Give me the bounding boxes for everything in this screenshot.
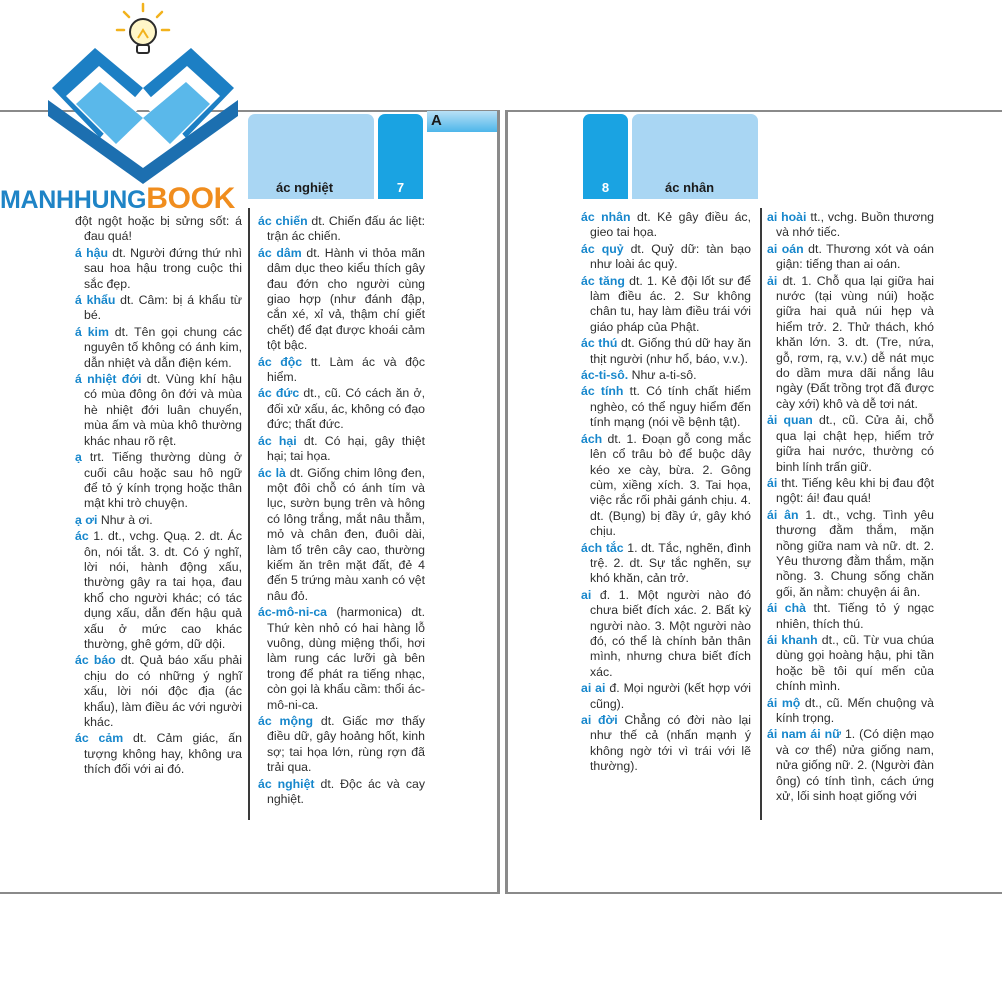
dictionary-entry bbox=[75, 450, 242, 512]
entry-definition: dt. Hành vi thỏa mãn dâm dục theo kiểu thích gây đau đớn cho người cùng giao hợp (như đánh đập, cắn xé, xỉ vả, thậm chí giết chết) để đạt được khoái cảm tột bậc. bbox=[267, 245, 425, 353]
dictionary-entry bbox=[258, 714, 425, 776]
dictionary-entry bbox=[258, 777, 425, 808]
entry-headword: ác độc bbox=[258, 354, 303, 369]
entry-definition: dt. 1. Đoạn gỗ cong mắc lên cổ trâu bò để buộc dây kéo xe cày, bừa. 2. Gông cùm, xiềng xích. 3. Tai họa, việc rắc rối phải gánh chịu. 4. dt. (Bụng) bị đầy ứ, gây khó chịu. bbox=[590, 431, 751, 539]
entry-definition: dt., cũ. Có cách ăn ở, đối xử xấu, ác, không có đạo đức; thất đức. bbox=[267, 386, 425, 432]
entry-definition: dt. 1. Kẻ đội lốt sư để làm điều ác. 2. Sư không chân tu, hay làm điều trái với giáo pháp của Phật. bbox=[590, 273, 751, 334]
entry-definition: đ. 1. Một người nào đó chưa biết đích xác. 2. Bất kỳ người nào. 3. Một người nào đó, có thể là chính bản thân mình, nhưng chưa biết đích xác. bbox=[590, 587, 751, 679]
entry-headword: ác quỷ bbox=[581, 241, 624, 256]
entry-definition: dt., cũ. Cửa ải, chỗ qua lại chật hẹp, hiểm trở giữa hai nước, thường có binh lính trấn giữ. bbox=[776, 413, 935, 474]
dictionary-entry bbox=[581, 336, 751, 367]
left-column-2 bbox=[258, 214, 425, 808]
entry-headword: ác nghiệt bbox=[258, 776, 315, 791]
dictionary-entry bbox=[767, 242, 934, 273]
entry-definition: dt. Quả báo xấu phải chịu do có những ý nghĩ xấu, lời nói độc địa (ác khẩu), làm điều ác với người khác. bbox=[84, 653, 242, 729]
dictionary-entry bbox=[75, 529, 242, 652]
entry-definition: dt. Câm: bị á khẩu từ bé. bbox=[84, 293, 242, 323]
entry-headword: ái nam ái nữ bbox=[767, 727, 842, 742]
dictionary-entry bbox=[767, 633, 934, 695]
entry-headword: ác bbox=[75, 529, 89, 544]
left-header-title: ác nghiệt bbox=[276, 180, 334, 195]
dictionary-entry bbox=[767, 210, 934, 241]
entry-headword: ác dâm bbox=[258, 245, 302, 260]
left-page bbox=[0, 110, 500, 894]
entry-definition: tht. Tiếng tỏ ý ngạc nhiên, thích thú. bbox=[776, 601, 934, 631]
brand-suffix: BOOK bbox=[146, 182, 236, 215]
dictionary-entry bbox=[767, 601, 934, 632]
dictionary-entry bbox=[75, 731, 242, 777]
dictionary-entry bbox=[767, 696, 934, 727]
entry-headword: ái chà bbox=[767, 601, 806, 616]
entry-headword: á khẩu bbox=[75, 293, 116, 308]
lightbulb-icon bbox=[117, 4, 169, 53]
letter-index-tab bbox=[427, 111, 497, 132]
entry-definition: tt. Có tính chất hiểm nghèo, có thể nguy hiểm đến tính mạng (nói về bệnh tật). bbox=[590, 384, 751, 430]
dictionary-entry bbox=[75, 372, 242, 449]
column-divider bbox=[760, 208, 762, 820]
dictionary-entry bbox=[75, 246, 242, 292]
dictionary-entry bbox=[581, 384, 751, 430]
entry-headword: ác mộng bbox=[258, 714, 314, 728]
entry-definition: (harmonica) dt. Thứ kèn nhỏ có hai hàng lỗ vuông, dùng miệng thổi, hơi làm rung các lưỡi gà bên trong để phát ra tiếng nhạc, còn gọi là khẩu cầm: thổi ác-mô-ni-ca. bbox=[267, 605, 425, 712]
right-column-2 bbox=[767, 210, 934, 805]
open-book-icon bbox=[48, 48, 238, 184]
entry-headword: ác tính bbox=[581, 384, 624, 399]
dictionary-entry bbox=[767, 413, 934, 475]
entry-headword: ạ bbox=[75, 450, 82, 465]
entry-headword: ác-mô-ni-ca bbox=[258, 605, 328, 620]
entry-headword: ái khanh bbox=[767, 632, 818, 647]
entry-headword: ác chiến bbox=[258, 214, 308, 228]
dictionary-entry bbox=[581, 368, 751, 383]
entry-headword: ạ ơi bbox=[75, 512, 98, 527]
entry-headword: ải bbox=[767, 273, 778, 288]
dictionary-entry bbox=[75, 653, 242, 730]
entry-definition: đ. Mọi người (kết hợp với cũng). bbox=[590, 681, 751, 711]
entry-definition: tt., vchg. Buồn thương và nhớ tiếc. bbox=[776, 210, 935, 240]
dictionary-entry bbox=[767, 274, 934, 413]
entry-definition: dt., cũ. Từ vua chúa dùng gọi hoàng hậu, phi tần hoặc bề tôi quí mến của chính mình. bbox=[776, 632, 934, 694]
left-column-1 bbox=[75, 214, 242, 779]
dictionary-entry bbox=[581, 588, 751, 680]
dictionary-entry bbox=[581, 432, 751, 540]
entry-headword: ác tăng bbox=[581, 273, 625, 288]
entry-headword: ai bbox=[581, 587, 592, 602]
entry-headword: ác cảm bbox=[75, 731, 124, 746]
dictionary-entry bbox=[75, 513, 242, 528]
entry-definition: dt., cũ. Mến chuộng và kính trọng. bbox=[776, 695, 934, 725]
entry-definition: tt. Làm ác và độc hiểm. bbox=[267, 354, 425, 385]
entry-headword: ai đời bbox=[581, 713, 618, 727]
entry-definition: dt. Người đứng thứ nhì sau hoa hậu trong cuộc thi sắc đẹp. bbox=[84, 245, 242, 291]
entry-definition: dt. Cảm giác, ấn tượng không hay, không ưa thích đối với ai đó. bbox=[84, 731, 242, 777]
right-column-1 bbox=[581, 210, 751, 776]
entry-headword: ái bbox=[767, 475, 778, 490]
dictionary-entry bbox=[767, 727, 934, 804]
entry-headword: ác thú bbox=[581, 336, 618, 351]
entry-definition: dt. Giống chim lông đen, một đôi chỗ có ánh tím và lục, sườn bụng trên và hông có lông trắng, mắt nâu thẫm, mỏ và chân đen, đuôi dài, làm tổ trên cây cao, thường kiếm ăn trên mặt đất, đẻ 4 đến 5 trứng màu xanh có vệt nâu đỏ. bbox=[267, 465, 425, 603]
entry-definition: dt. Quỷ dữ: tàn bạo như loài ác quỷ. bbox=[590, 241, 751, 272]
entry-definition: tht. Tiếng kêu khi bị đau đột ngột: ái! đau quá! bbox=[776, 475, 934, 506]
dictionary-entry bbox=[75, 293, 242, 324]
entry-definition: dt. Giấc mơ thấy điều dữ, gây hoảng hốt, kinh sợ; tai họa lớn, rùng rợn đã trải qua. bbox=[267, 714, 425, 775]
entry-definition: dt. Vùng khí hậu có mùa đông ôn đới và mùa hè nhiệt đới luân chuyển, mùa ấm và mùa khô thường khác nhau rõ rệt. bbox=[84, 372, 242, 448]
dictionary-entry bbox=[581, 274, 751, 336]
entry-definition: dt. Độc ác và cay nghiệt. bbox=[267, 776, 425, 807]
entry-definition: 1. dt. Tắc, nghẽn, đình trệ. 2. dt. Sự tắc nghẽn, sự khó khăn, cản trở. bbox=[590, 540, 751, 586]
dictionary-entry bbox=[581, 210, 751, 241]
entry-definition: dt. Có hại, gây thiệt hại; tai họa. bbox=[267, 433, 425, 464]
entry-definition: dt. Kẻ gây điều ác, gieo tai họa. bbox=[590, 210, 751, 240]
entry-definition: dt. 1. Chỗ qua lại giữa hai nước (tại vùng núi) hoặc giữa hai quả núi hẹp và hiểm trở. 2. Thử thách, khó khăn lớn. 3. dt. (Tre, nứa, gỗ, rơm, rạ, v.v.) dễ nát mục do dầm mưa dãi nắng lâu ngày (Đất trồng trọt đã được cày xới) khô và dễ tơi nát. bbox=[776, 273, 934, 411]
entry-headword: ác báo bbox=[75, 653, 116, 668]
dictionary-entry bbox=[767, 476, 934, 507]
dictionary-entry bbox=[75, 325, 242, 371]
entry-definition: dt. Tên gọi chung các nguyên tố không có ánh kim, dẫn nhiệt và dẫn điện kém. bbox=[84, 324, 242, 370]
entry-definition: trt. Tiếng thường dùng ở cuối câu hoặc sau hô ngữ để tỏ ý kính trọng hoặc thân mật khi trò chuyện. bbox=[81, 450, 242, 511]
entry-headword: á hậu bbox=[75, 245, 108, 260]
dictionary-entry bbox=[258, 466, 425, 605]
entry-definition: Như a-ti-sô. bbox=[628, 368, 697, 383]
entry-definition: dt. Giống thú dữ hay ăn thịt người (như hổ, báo, v.v.). bbox=[590, 336, 751, 366]
dictionary-entry bbox=[258, 605, 425, 713]
entry-definition: Chẳng có đời nào lại như thế cả (nhấn mạnh ý không ngờ tới vì trái với lẽ thường). bbox=[590, 713, 752, 774]
entry-definition: 1. dt., vchg. Quạ. 2. dt. Ác ôn, nói tắt. 3. dt. Có ý nghĩ, lời nói, hành động xấu, thường gây ra tai họa, đau khổ cho người khác; có tác dụng xấu, dẫn đến hậu quả xấu ở mức cao khác thường, ghê gớm, dữ dội. bbox=[84, 529, 242, 651]
entry-headword: á nhiệt đới bbox=[75, 372, 142, 387]
entry-headword: ác-ti-sô. bbox=[581, 368, 629, 383]
right-page bbox=[505, 110, 1002, 894]
dictionary-entry bbox=[581, 713, 751, 775]
entry-headword: ác hại bbox=[258, 433, 297, 448]
dictionary-entry bbox=[258, 386, 425, 432]
dictionary-entry bbox=[258, 355, 425, 386]
entry-headword: ai hoài bbox=[767, 210, 807, 224]
entry-headword: ách tắc bbox=[581, 540, 624, 555]
entry-headword: ai oán bbox=[767, 241, 804, 256]
entry-definition: 1. dt., vchg. Tình yêu thương đằm thắm, mặn nồng giữa nam và nữ. dt. 2. Yêu thương đằm thắm, mặn nồng. 3. Chung sống chăn gối, ăn nằm: chuyện ái ân. bbox=[776, 507, 934, 599]
entry-headword: ách bbox=[581, 431, 603, 446]
brand-prefix: MANHHUNG bbox=[0, 186, 147, 214]
right-header-title: ác nhân bbox=[665, 180, 715, 195]
left-page-number: 7 bbox=[396, 180, 405, 195]
entry-headword: ái mộ bbox=[767, 695, 801, 710]
column-divider bbox=[248, 208, 250, 820]
dictionary-entry bbox=[581, 541, 751, 587]
letter-index-label: A bbox=[431, 112, 442, 129]
entry-headword: ái ân bbox=[767, 507, 799, 522]
entry-definition: dt. Thương xót và oán giận: tiếng than ai oán. bbox=[776, 241, 934, 272]
dictionary-entry bbox=[767, 508, 934, 600]
entry-definition: Như à ơi. bbox=[97, 512, 153, 527]
entry-headword: ác là bbox=[258, 465, 286, 480]
dictionary-entry bbox=[581, 242, 751, 273]
entry-definition: đột ngột hoặc bị sửng sốt: á đau quá! bbox=[75, 214, 242, 244]
entry-definition: 1. (Có diện mạo và cơ thể) nửa giống nam, nửa giống nữ. 2. (Người đàn ông) có tính tình, cách ứng xử, lối sinh hoạt giống với bbox=[776, 727, 934, 804]
entry-headword: á kim bbox=[75, 324, 109, 339]
entry-definition: dt. Chiến đấu ác liệt: trận ác chiến. bbox=[267, 214, 425, 244]
entry-headword: ai ai bbox=[581, 681, 606, 696]
dictionary-entry bbox=[258, 246, 425, 354]
dictionary-entry bbox=[581, 681, 751, 712]
right-page-number: 8 bbox=[601, 180, 610, 195]
dictionary-entry bbox=[258, 434, 425, 465]
entry-headword: ải quan bbox=[767, 413, 813, 428]
entry-headword: ác nhân bbox=[581, 210, 631, 224]
brand-wordmark bbox=[0, 182, 235, 216]
entry-headword: ác đức bbox=[258, 386, 300, 401]
